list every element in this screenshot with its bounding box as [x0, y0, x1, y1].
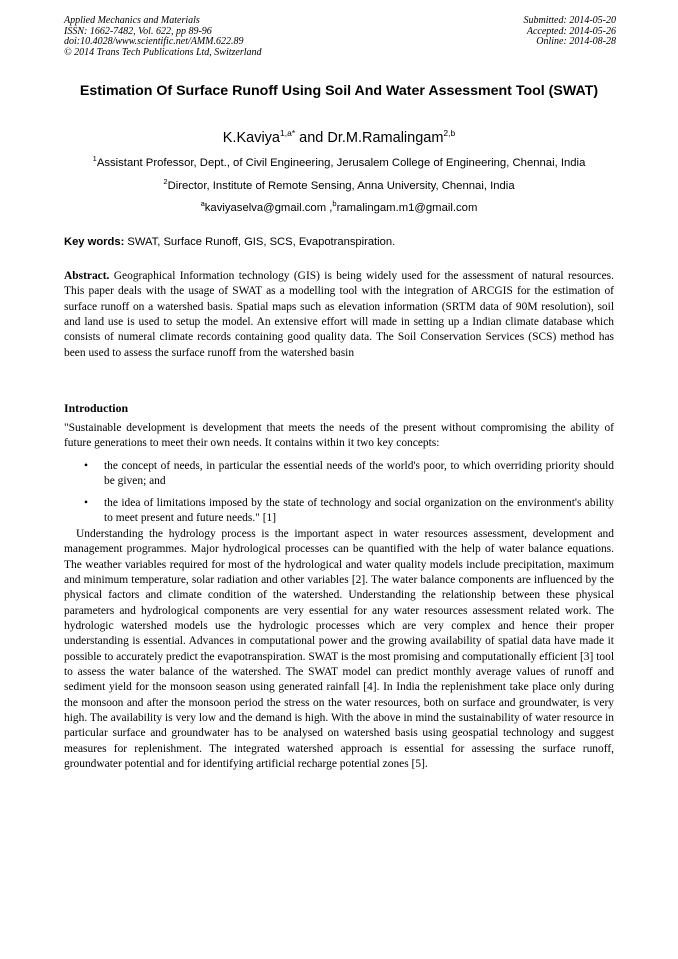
- bullet-item: [64, 496, 614, 527]
- author-line: [64, 129, 614, 147]
- affiliation-1-sup: 1: [92, 154, 97, 164]
- bullet-symbol: •: [84, 460, 89, 472]
- bullet-text: the idea of limitations imposed by the state of technology and social organization on the environment's ability to meet present and future needs." [1]: [104, 496, 614, 525]
- author-2: Dr.M.Ramalingam: [327, 130, 444, 146]
- author-separator: and: [295, 130, 328, 146]
- bullet-item: [64, 459, 614, 490]
- affiliation-2-text: Director, Institute of Remote Sensing, Anna University, Chennai, India: [167, 180, 515, 192]
- introduction-paragraph-1: "Sustainable development is development that meets the needs of the present without compromising the ability of future generations to meet their own needs. It contains within it two key concepts:: [64, 422, 614, 450]
- affiliation-2-sup: 2: [163, 177, 168, 187]
- abstract: [64, 269, 614, 361]
- author-1-sup: 1,a*: [280, 128, 296, 139]
- accepted-date: Accepted: 2014-05-26: [526, 25, 616, 37]
- introduction-heading: Introduction: [64, 401, 129, 415]
- email-b: ramalingam.m1@gmail.com: [336, 202, 478, 214]
- journal-info: [64, 16, 262, 58]
- paper-title: Estimation Of Surface Runoff Using Soil And Water Assessment Tool (SWAT): [79, 83, 599, 99]
- online-date: Online: 2014-08-28: [536, 36, 616, 47]
- copyright: © 2014 Trans Tech Publications Ltd, Switzerland: [64, 46, 262, 58]
- affiliation-2: [40, 179, 638, 193]
- keywords-text: SWAT, Surface Runoff, GIS, SCS, Evapotranspiration.: [124, 236, 396, 248]
- submitted-date: Submitted: 2014-05-20: [523, 15, 616, 26]
- bullet-text: the concept of needs, in particular the essential needs of the world's poor, to which overriding priority should be given; and: [104, 460, 614, 488]
- publication-dates: [524, 16, 617, 48]
- abstract-text: Geographical Information technology (GIS) is being widely used for the assessment of natural resources. This paper deals with the usage of SWAT as a modelling tool with the integration of ARCGIS for the estimation of surface runoff on a watershed basis. Spatial maps such as elevation information (SRTM data of 90M resolution), soil and land use is used to setup the model. An extensive effort will made in setting up a Indian climate database which consists of numeral climate records containing good quality data. The Soil Conservation Services (SCS) method has been used to assess the surface runoff from the watershed basin: [64, 270, 614, 359]
- bullet-list: [64, 459, 614, 532]
- doi: doi:10.4028/www.scientific.net/AMM.622.89: [64, 36, 244, 47]
- affiliation-1-text: Assistant Professor, Dept., of Civil Engineering, Jerusalem College of Engineering, Chennai, India: [96, 157, 586, 169]
- email-a: kaviyaselva@gmail.com ,: [204, 202, 333, 214]
- journal-name: Applied Mechanics and Materials: [64, 15, 200, 26]
- author-2-sup: 2,b: [443, 128, 456, 139]
- abstract-label: Abstract.: [64, 270, 110, 282]
- email-line: [40, 201, 638, 215]
- keywords-label: Key words:: [64, 236, 125, 248]
- affiliation-1: [40, 156, 638, 170]
- email-b-sup: b: [332, 199, 337, 209]
- email-a-sup: a: [200, 199, 205, 209]
- bullet-symbol: •: [84, 496, 89, 509]
- issn: ISSN: 1662-7482, Vol. 622, pp 89-96: [64, 25, 212, 37]
- keywords: [64, 235, 614, 249]
- author-1: K.Kaviya: [222, 130, 280, 146]
- introduction-paragraph-2: Understanding the hydrology process is the important aspect in water resources assessment, development and management programmes. Major hydrological processes can be quantified with the help of water balance equations. The weather variables required for most of the hydrological and water quality models include precipitation, maximum and minimum temperature, solar radiation and other variables [2]. The water balance components are influenced by the physical factors and climate condition of the watershed. Understanding the relationship between these physical parameters and hydrological components are very essential for any water resources assessment related work. The hydrologic watershed models use the hydrologic processes which are very complex and hence their proper understanding is essential. Advances in computational power and the growing availability of spatial data have made it possible to accurately predict the evapotranspiration. SWAT is the most promising and computationally efficient [3] tool to assess the water balance of the watershed. The SWAT model can predict monthly average values of runoff and sediment yield for the monsoon season using generated rainfall [4]. In India the replenishment take place only during the monsoon and after the monsoon period the stress on the water resources, both on surface and groundwater, is very high. The availability is very low and the demand is high. With the above in mind the sustainability of water resource in particular surface and groundwater has to be analysed on watershed basis using geospatial technology and suggest measures for replenishment. The integrated watershed approach is essential for assessing the surface runoff, groundwater potential and for identifying artificial recharge potential zones [5].: [64, 528, 614, 771]
